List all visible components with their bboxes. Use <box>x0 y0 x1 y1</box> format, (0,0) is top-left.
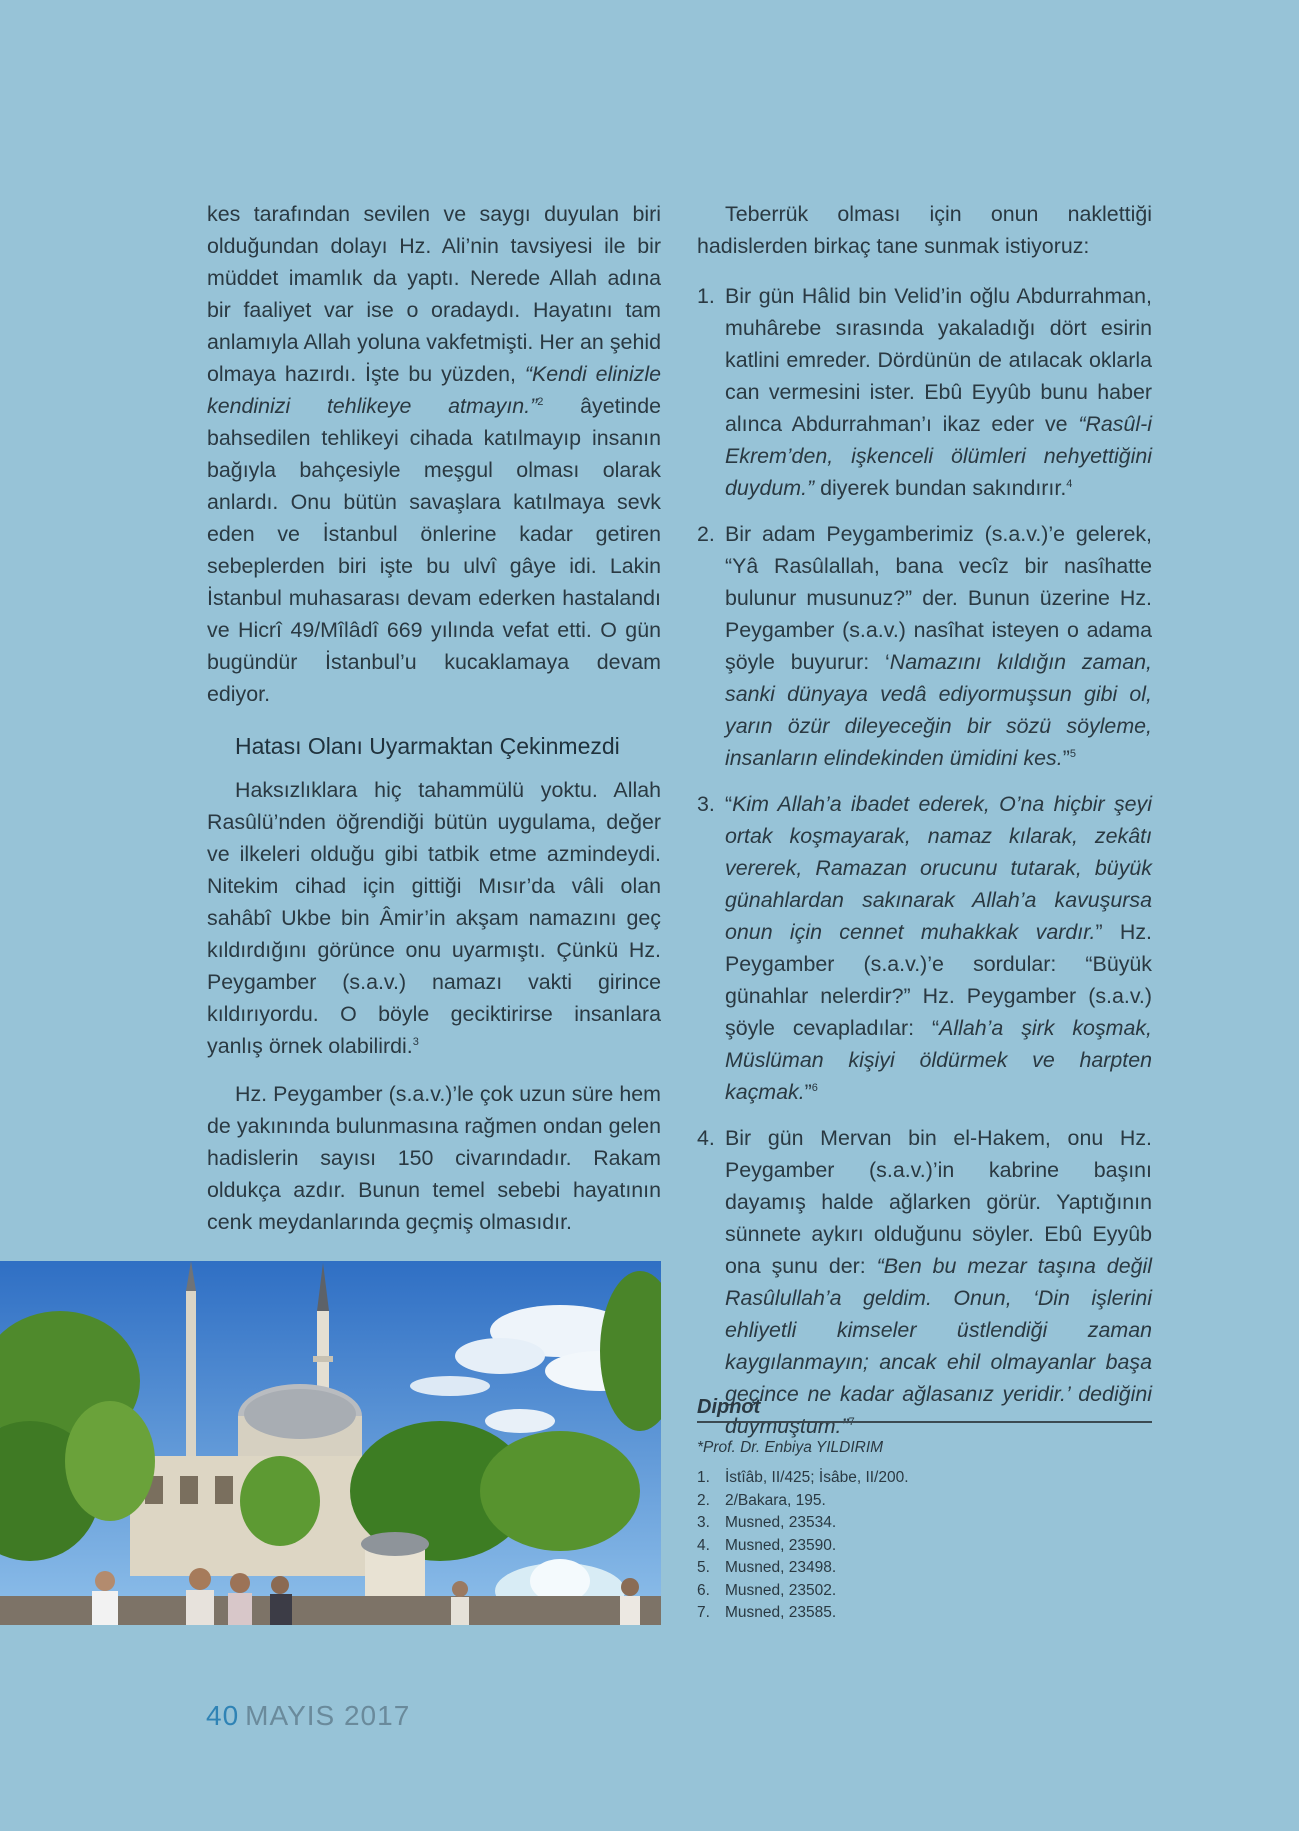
mosque-photo <box>0 1261 661 1625</box>
list-item: 4. Bir gün Mervan bin el-Hakem, onu Hz. Peygamber (s.a.v.)’in kabrine başını dayamış halde ağlarken görür. Yaptığının sünnete aykırı olduğunu söyler. Ebû Eyyûb ona şunu der: “Ben bu mezar taşına değil Rasûlullah’a geldim. Onun, ‘Din işlerini ehliyetli kimseler üstlendiği zaman kaygılanmayın; ancak ehil olmayanlar başa geçince ne kadar ağlasanız yeridir.’ dediğini duymuştum.”$^7$ <box>697 1126 1152 1438</box>
list-item: 2. Bir adam Peygamberimiz (s.a.v.)’e gelerek, “Yâ Rasûlallah, bana vecîz bir nasîhatte bulunur musunuz?” der. Bunun üzerine Hz. Peygamber (s.a.v.) nasîhat isteyen o adama şöyle buyurur: ‘Namazını kıldığın zaman, sanki dünyaya vedâ ediyormuşsun gibi ol, yarın özür dileyeceğin bir sözü söyleme, insanların elindekinden ümidini kes.”$^5$ <box>697 522 1152 770</box>
footnote-item: 6. Musned, 23502. <box>697 1581 837 1599</box>
footnote-ref[interactable]: 2 <box>537 395 544 408</box>
footnote-item: 1. İstîâb, II/425; İsâbe, II/200. <box>697 1469 909 1486</box>
footnote-ref[interactable]: 4 <box>1066 477 1073 490</box>
page-footer <box>206 1700 410 1732</box>
author: *Prof. Dr. Enbiya YILDIRIM <box>697 1439 884 1456</box>
footnote-ref[interactable]: 7 <box>848 1415 855 1428</box>
paragraph-3: Hz. Peygamber (s.a.v.)’le çok uzun süre hem de yakınında bulunmasına rağmen ondan gelen hadislerin sayısı 150 civarındadır. Rakam oldukça azdır. Bunun temel sebebi hayatının cenk meydanlarında geçmiş olmasıdır. <box>207 1082 661 1234</box>
section-heading: Hatası Olanı Uyarmaktan Çekinmezdi <box>235 733 620 759</box>
left-column <box>207 198 661 1238</box>
footnote-item: 2. 2/Bakara, 195. <box>697 1491 826 1509</box>
hadith-intro: Teberrük olması için onun naklettiği hadislerden birkaç tane sunmak istiyoruz: <box>697 202 1152 258</box>
footnote-ref[interactable]: 6 <box>811 1081 818 1094</box>
verse-quote: “Kendi elinizle kendinizi tehlikeye atmayın.” <box>207 362 661 418</box>
issue-date: MAYIS 2017 <box>245 1700 411 1731</box>
footnote-item: 5. Musned, 23498. <box>697 1559 837 1576</box>
footnote-item: 4. Musned, 23590. <box>697 1536 837 1554</box>
list-item: 3. “Kim Allah’a ibadet ederek, O’na hiçbir şeyi ortak koşmayarak, namaz kılarak, zekâtı vererek, Ramazan orucunu tutarak, büyük günahlardan sakınarak Allah’a kavuşursa onun için cennet muhakkak vardır.” Hz. Peygamber (s.a.v.)’e sordular: “Büyük günahlar nelerdir?” Hz. Peygamber (s.a.v.) şöyle cevapladılar: “Allah’a şirk koşmak, Müslüman kişiyi öldürmek ve harpten kaçmak.”$^6$ <box>697 792 1153 1104</box>
footnote-list <box>697 1467 1152 1625</box>
mosque-illustration <box>0 1261 661 1625</box>
footnotes-title: Dipnot <box>697 1396 1152 1423</box>
footnote-ref[interactable]: 5 <box>1069 747 1076 760</box>
footnote-ref[interactable]: 3 <box>412 1035 419 1048</box>
list-item: 1. Bir gün Hâlid bin Velid’in oğlu Abdurrahman, muhârebe sırasında yakaladığı dört esirin katlini emreder. Dördünün de atılacak oklarla can vermesini ister. Ebû Eyyûb bunu haber alınca Abdurrahman’ı ikaz eder ve “Rasûl-i Ekrem’den, işkenceli ölümleri nehyettiğini duydum.” diyerek bundan sakındırır.$^4$ <box>697 284 1152 500</box>
right-column <box>697 198 1152 1456</box>
footnotes <box>697 1396 1152 1625</box>
footnote-item: 3. Musned, 23534. <box>697 1514 837 1531</box>
page-number: 40 <box>206 1700 240 1731</box>
hadith-list <box>697 280 1152 1442</box>
paragraph-1: kes tarafından sevilen ve saygı duyulan biri olduğundan dolayı Hz. Ali’nin tavsiyesi ile bir müddet imamlık da yaptı. Nerede Allah adına bir faaliyet var ise o oradaydı. Hayatını tam anlamıyla Allah yoluna vakfetmişti. Her an şehid olmaya hazırdı. İşte bu yüzden, “Kendi elinizle kendinizi tehlikeye atmayın.”$^2$ âyetinde bahsedilen tehlikeyi cihada katılmayıp insanın bağıyla bahçesiyle meşgul olması olarak anlardı. Onu bütün savaşlara katılmaya sevk eden ve İstanbul önlerine kadar getiren sebeplerden biri işte bu ulvî gâye idi. Lakin İstanbul muhasarası devam ederken hastalandı ve Hicrî 49/Mîlâdî 669 yılında vefat etti. O gün bugündür İstanbul’u kucaklamaya devam ediyor. <box>207 202 661 706</box>
footnote-item: 7. Musned, 23585. <box>697 1604 837 1621</box>
paragraph-2: Haksızlıklara hiç tahammülü yoktu. Allah Rasûlü’nden öğrendiği bütün uygulama, değer ve ilkeleri olduğu gibi tatbik etme azmindeydi. Nitekim cihad için gittiği Mısır’da vâli olan sahâbî Ukbe bin Âmir’in akşam namazını geç kıldırdığını görünce onu uyarmıştı. Çünkü Hz. Peygamber (s.a.v.) namazı vakti girince kıldırıyordu. O böyle geciktirirse insanlara yanlış örnek olabilirdi.$^3$ <box>207 778 661 1058</box>
